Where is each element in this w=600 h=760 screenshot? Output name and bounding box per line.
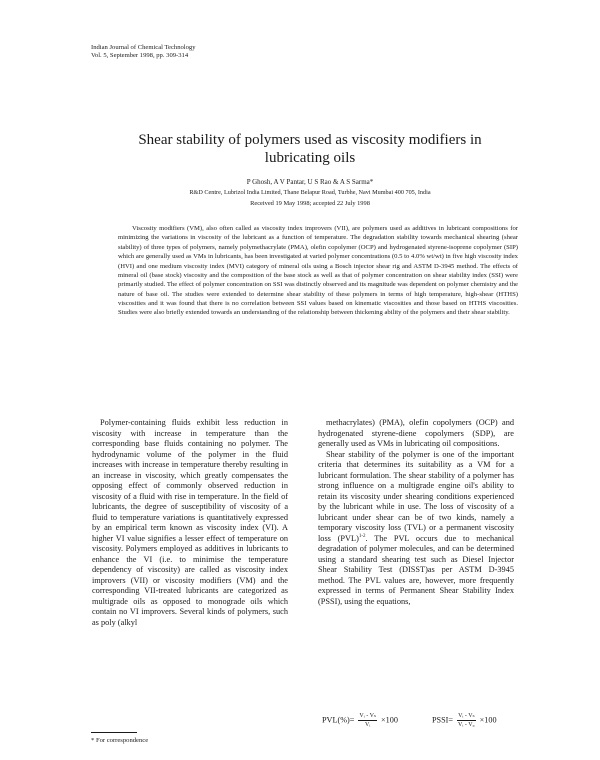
- journal-name: Indian Journal of Chemical Technology: [91, 44, 196, 51]
- journal-volume: Vol. 5, September 1998, pp. 309-314: [91, 52, 189, 60]
- fraction-denominator: Vᵢ: [365, 722, 371, 728]
- paper-title: Shear stability of polymers used as viscosity modifiers in lubricating oils: [138, 132, 482, 166]
- equation-multiplier: ×100: [381, 715, 398, 725]
- body-paragraph: methacrylates) (PMA), olefin copolymers (OCP) and hydrogenated styrene-diene copolymers (SDP), are generally used as VMs in lubricating oil compositions.: [318, 418, 514, 449]
- fraction-numerator: Vᵢ - Vₛ: [359, 713, 376, 719]
- paragraph-text: Shear stability of the polymer is one of the important criteria that determines its suitability as a VM for a lubricant formulation. The shear stability of a polymer has strong influence on a multigrade engine oil's ability to retain its viscosity under shearing conditions experienced by the lubricant while in use. The loss of viscosity of a lubricant under shear can be of two kinds, namely a temporary viscosity loss (TVL) or a permanent viscosity loss (PVL): [318, 449, 514, 543]
- equation-lhs: PVL(%)=: [322, 715, 355, 725]
- equation-multiplier: ×100: [479, 715, 497, 725]
- paragraph-text: . The PVL occurs due to mechanical degradation of polymer molecules, and can be determined using a standard shearing test such as Diesel Injector Shear Stability Test (DISST)as per ASTM D-3945 method. The PVL values are, however, more frequently expressed in terms of Permanent Shear Stability Index (PSSI), using the equations,: [318, 533, 515, 606]
- pvl-equation: [322, 712, 398, 729]
- author-list: P Ghosh, A V Pantar, U S Rao & A S Sarma*: [246, 178, 374, 186]
- affiliation: R&D Centre, Lubrizol India Limited, Thane Belapur Road, Turbhe, Navi Mumbai 400 705, India: [189, 189, 431, 196]
- equation-fraction: [358, 712, 377, 729]
- body-left-column: Polymer-containing fluids exhibit less reduction in viscosity with increase in temperature than the corresponding base fluids containing no polymer. The hydrodynamic volume of the polymer in the fluid increases with increase in temperature thereby resulting in an increase in viscosity, which greatly compensates the opposing effect of commonly observed reduction in viscosity of a fluid with rise in temperature. In the field of lubricants, the degree of susceptibility of viscosity of a fluid to temperature variations is quantitatively expressed by an empirical term known as viscosity index (VI). A higher VI value signifies a lesser effect of temperature on viscosity. Polymers employed as additives in lubricants to enhance the VI (i.e. to minimise the temperature dependency of viscosity) are called as viscosity index improvers (VII) or viscosity modifiers (VM) and the corresponding VII-treated lubricants are categorized as multigrade oils as opposed to monograde oils which contain no VI improvers. Several kinds of polymers, such as poly (alkyl: [92, 418, 288, 627]
- equation-fraction: [457, 712, 476, 729]
- pssi-equation: [432, 712, 497, 729]
- journal-header: [91, 44, 196, 60]
- footnote-divider: [91, 732, 137, 733]
- reference-marker: 1-2: [358, 533, 366, 539]
- body-paragraph: [318, 450, 514, 608]
- fraction-numerator: Vᵢ - Vₛ: [458, 713, 475, 719]
- footnote: * For correspondence: [91, 737, 149, 744]
- fraction-denominator: Vᵢ - V₀: [458, 722, 475, 728]
- received-dates: Received 19 May 1998; accepted 22 July 1998: [250, 200, 370, 207]
- body-right-column: [318, 418, 514, 607]
- abstract: Viscosity modifiers (VM), also often called as viscosity index improvers (VII), are polymers used as additives in lubricant compositions for minimizing the variations in viscosity of the lubricant as a function of temperature. The degradation stability towards mechanical shearing (shear stability) of three types of polymers, namely polymethacrylate (PMA), olefin copolymer (OCP) and hydrogenated styrene-isoprene copolymer (SIP) which are generally used as VMs in lubricants, has been investigated at varied polymer concentrations (0.5 to 4.0% wt/wt) in five high viscosity index (HVI) and one medium viscosity index (MVI) category of mineral oils using a Bosch injector shear rig and ASTM D-3945 method. The effects of mineral oil (base stock) viscosity and the composition of the base stock as well as that of polymer concentration on shear stability index (SSI) were primarily studied. The effect of polymer concentration on SSI was distinctly observed and its magnitude was dependent on polymer chemistry and the nature of base oil. The studies were extended to determine shear stability of these polymers in terms of high temperature, high-shear (HTHS) viscosities and it was found that there is no correlation between SSI values based on kinematic viscosities and those based on HTHS viscosities. Studies were also briefly extended towards an understanding of the relationship between thickening ability of the polymers and their shear stability.: [118, 225, 518, 317]
- equation-lhs: PSSI=: [432, 715, 454, 725]
